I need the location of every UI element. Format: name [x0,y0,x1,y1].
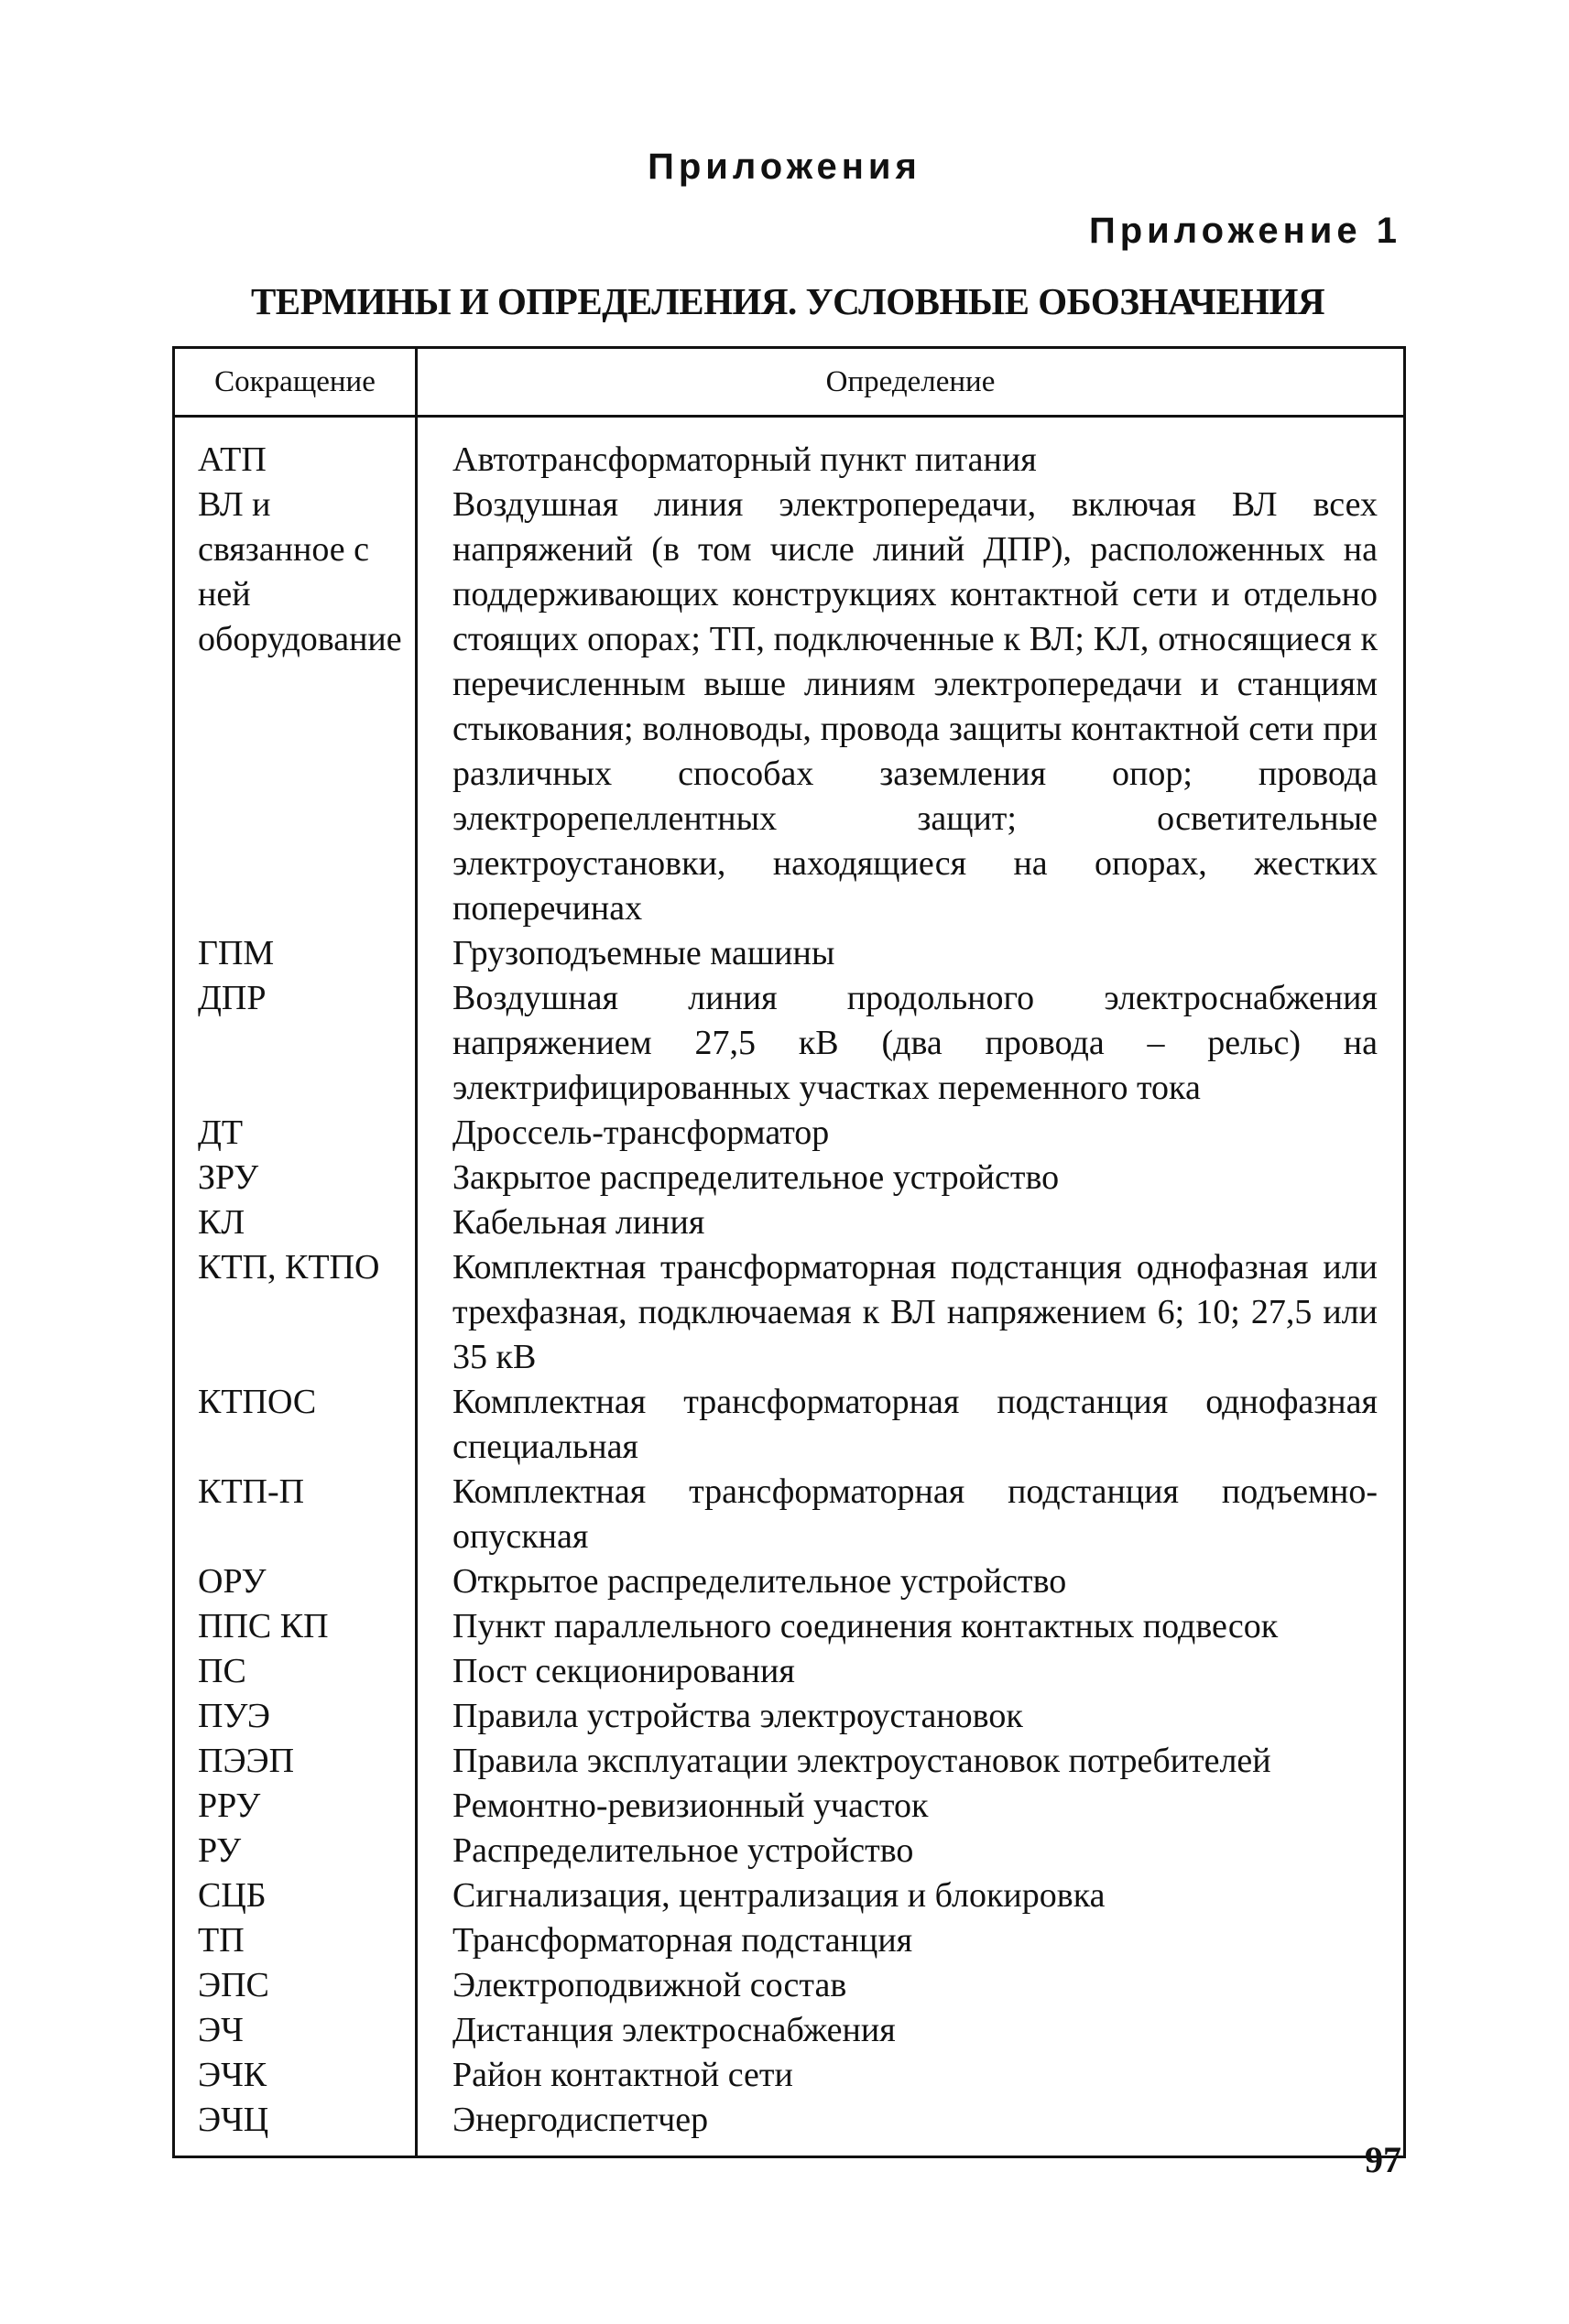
abbreviation-cell: КЛ [174,1200,417,1245]
abbreviation-cell: АТП [174,417,417,483]
abbreviation-cell: ЗРУ [174,1156,417,1200]
abbreviation-cell: РУ [174,1829,417,1873]
page-heading: ТЕРМИНЫ И ОПРЕДЕЛЕНИЯ. УСЛОВНЫЕ ОБОЗНАЧЕНИЯ [250,280,1325,322]
abbreviation-cell: КТПОС [174,1380,417,1470]
abbreviation-cell: ТП [174,1918,417,1963]
definition-cell: Ремонтно-ревизионный участок [452,1786,929,1825]
table-row [174,1784,1405,1829]
definition-cell: Правила устройства электроустановок [452,1697,1023,1735]
definition-cell: Энергодиспетчер [452,2101,709,2139]
abbreviation-cell: ЭПС [174,1963,417,2008]
abbreviation-cell: СЦБ [174,1873,417,1918]
abbreviation-cell: ЭЧК [174,2053,417,2098]
table-row [174,1918,1405,1963]
definition-cell: Правила эксплуатации электроустановок потребителей [452,1742,1271,1780]
definition-cell: Район контактной сети [452,2056,793,2094]
definition-cell: Комплектная трансформаторная подстанция однофазная или трехфазная, подключаемая к ВЛ напряжением 6; 10; 27,5 или 35 кВ [452,1248,1378,1376]
abbreviation-cell: ЭЧ [174,2008,417,2053]
table-row [174,1873,1405,1918]
table-header-row [174,348,1405,417]
definition-cell: Электроподвижной состав [452,1966,847,2004]
abbreviation-cell: ППС КП [174,1604,417,1649]
abbreviation-cell: ОРУ [174,1559,417,1604]
table-row [174,1963,1405,2008]
table-row [174,1649,1405,1694]
table-row [174,1694,1405,1739]
table-row [174,417,1405,483]
table-row [174,1156,1405,1200]
table-row [174,1739,1405,1784]
column-header-definition: Определение [417,348,1405,417]
table-row [174,1604,1405,1649]
table-row [174,1380,1405,1470]
table-row [174,1559,1405,1604]
table-row [174,976,1405,1111]
abbreviation-cell: ДТ [174,1111,417,1156]
abbreviation-cell: КТП-П [174,1470,417,1559]
abbreviation-cell: ПС [174,1649,417,1694]
abbreviation-cell: ПУЭ [174,1694,417,1739]
abbreviation-cell: ЭЧЦ [174,2098,417,2157]
definition-cell: Воздушная линия электропередачи, включая ВЛ всех напряжений (в том числе линий ДПР), расположенных на поддерживающих конструкциях контактной сети и отдельно стоящих опорах; ТП, подключенные к ВЛ; КЛ, относящиеся к перечисленным выше линиям электропередачи и станциям стыкования; волноводы, провода защиты контактной сети при различных способах заземления опор; провода электрорепеллентных защит; осветительные электроустановки, находящиеся на опорах, жестких поперечинах [452,485,1378,928]
terms-table [172,346,1406,2158]
definition-cell: Комплектная трансформаторная подстанция подъемно-опускная [452,1472,1378,1556]
definition-cell: Дроссель-трансформатор [452,1113,830,1152]
definition-cell: Распределительное устройство [452,1831,914,1870]
column-header-abbreviation: Сокращение [174,348,417,417]
table-row [174,2098,1405,2157]
definition-cell: Грузоподъемные машины [452,934,835,972]
table-row [174,2008,1405,2053]
abbreviation-cell: ГПМ [174,931,417,976]
definition-cell: Сигнализация, централизация и блокировка [452,1876,1106,1915]
page-number: 97 [1365,2139,1401,2180]
table-row [174,1829,1405,1873]
definition-cell: Дистанция электроснабжения [452,2011,896,2049]
appendix-number: Приложение 1 [1089,211,1401,251]
abbreviation-cell: ВЛ и связанное с ней оборудование [174,483,417,931]
table-row [174,2053,1405,2098]
definition-cell: Открытое распределительное устройство [452,1562,1067,1601]
abbreviation-cell: ДПР [174,976,417,1111]
table-row [174,1200,1405,1245]
definition-cell: Комплектная трансформаторная подстанция однофазная специальная [452,1383,1378,1466]
table-row [174,1245,1405,1380]
definition-cell: Кабельная линия [452,1203,705,1242]
definition-cell: Пункт параллельного соединения контактных подвесок [452,1607,1279,1645]
definition-cell: Трансформаторная подстанция [452,1921,913,1960]
section-title: Приложения [648,147,921,187]
abbreviation-cell: РРУ [174,1784,417,1829]
table-row [174,931,1405,976]
table-body [174,417,1405,2157]
table-row [174,483,1405,931]
definition-cell: Воздушная линия продольного электроснабжения напряжением 27,5 кВ (два провода – рельс) на электрифицированных участках переменного тока [452,979,1378,1107]
abbreviation-cell: КТП, КТПО [174,1245,417,1380]
definition-cell: Автотрансформаторный пункт питания [452,440,1037,479]
table-row [174,1470,1405,1559]
table-row [174,1111,1405,1156]
definition-cell: Закрытое распределительное устройство [452,1158,1060,1197]
definition-cell: Пост секционирования [452,1652,795,1690]
abbreviation-cell: ПЭЭП [174,1739,417,1784]
